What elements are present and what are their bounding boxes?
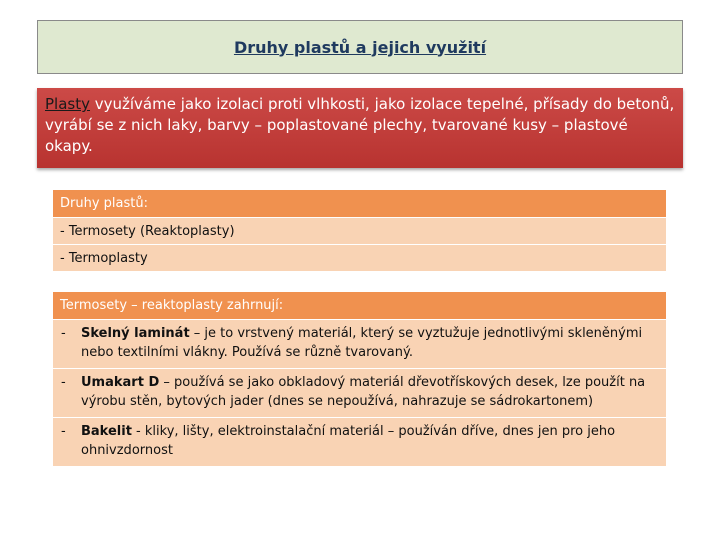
item-name: Umakart D (81, 375, 160, 390)
item-desc: - kliky, lišty, elektroinstalační materiál – používán dříve, dnes jen pro jeho ohnivzdornost (81, 424, 616, 458)
thermosets-panel (53, 292, 666, 467)
types-row-thermoplastics: - Termoplasty (53, 245, 666, 272)
types-panel (53, 190, 666, 272)
intro-lead: Plasty (45, 95, 90, 113)
list-item-skelny-laminat (53, 320, 666, 369)
intro-text: využíváme jako izolaci proti vlhkosti, jako izolace tepelné, přísady do betonů, vyrábí se z nich laky, barvy – poplastované plechy, tvarované kusy – plastové okapy. (45, 95, 675, 155)
types-row-thermosets: - Termosety (Reaktoplasty) (53, 218, 666, 245)
types-panel-header: Druhy plastů: (53, 190, 666, 218)
list-dash: - (61, 326, 66, 341)
title-box (37, 20, 683, 74)
list-item-umakart (53, 369, 666, 418)
list-dash: - (61, 424, 66, 439)
item-name: Skelný laminát (81, 326, 190, 341)
item-desc: – je to vrstvený materiál, který se vyztužuje jednotlivými skleněnými nebo textilními vlákny. Používá se různě tvarovaný. (81, 326, 643, 360)
thermosets-panel-header: Termosety – reaktoplasty zahrnují: (53, 292, 666, 320)
item-desc: – používá se jako obkladový materiál dřevotřískových desek, lze použít na výrobu stěn, bytových jader (dnes se nepoužívá, nahrazuje se sádrokartonem) (81, 375, 646, 409)
item-name: Bakelit (81, 424, 132, 439)
intro-box (37, 88, 683, 168)
page-title: Druhy plastů a jejich využití (233, 37, 487, 57)
list-item-bakelit (53, 418, 666, 467)
list-dash: - (61, 375, 66, 390)
